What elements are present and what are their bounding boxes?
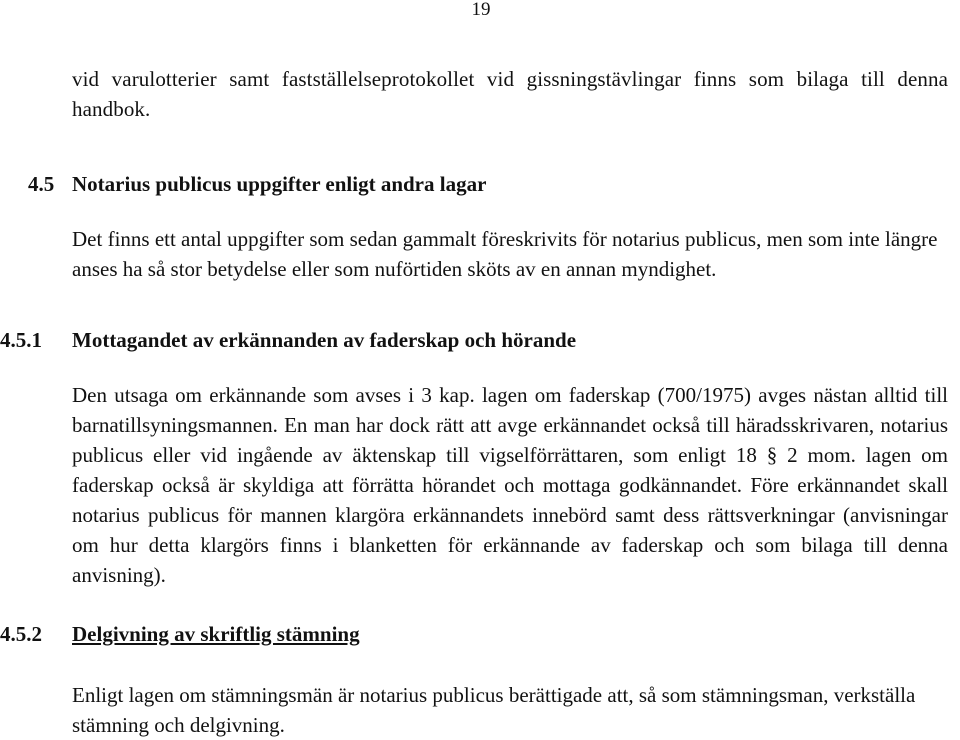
intro-paragraph: vid varulotterier samt fastställelseprotokollet vid gissningstävlingar finns som bilaga till denna handbok. (72, 67, 948, 121)
section-4-5-2-title: Delgivning av skriftlig stämning (72, 622, 360, 646)
section-4-5-2-number: 4.5.2 (0, 622, 42, 646)
section-4-5-1-title: Mottagandet av erkännanden av faderskap och hörande (72, 328, 577, 352)
section-4-5-1-paragraph: Den utsaga om erkännande som avses i 3 kap. lagen om faderskap (700/1975) avges nästan alltid till barnatillsyningsmannen. En man har dock rätt att avge erkännandet också till häradsskrivaren, notarius publicus eller vid ingående av äktenskap till vigselförrättaren, som enligt 18 § 2 mom. lagen om faderskap också är skyldiga att förrätta hörandet och mottaga godkännandet. Före erkännandet skall notarius publicus för mannen klargöra erkännandets innebörd samt dess rättsverkningar (anvisningar om hur detta klargörs finns i blanketten för erkännande av faderskap och som bilaga till denna anvisning). (72, 383, 948, 587)
section-4-5-paragraph: Det finns ett antal uppgifter som sedan gammalt föreskrivits för notarius publicus, men som inte längre anses ha så stor betydelse eller som nuförtiden sköts av en annan myndighet. (72, 227, 938, 281)
section-4-5-2-paragraph: Enligt lagen om stämningsmän är notarius publicus berättigade att, så som stämningsman, verkställa stämning och delgivning. (72, 683, 916, 737)
page-number: 19 (471, 0, 491, 20)
section-4-5-title: Notarius publicus uppgifter enligt andra lagar (72, 172, 487, 196)
section-4-5-number: 4.5 (28, 172, 55, 196)
section-4-5-1-number: 4.5.1 (0, 328, 42, 352)
